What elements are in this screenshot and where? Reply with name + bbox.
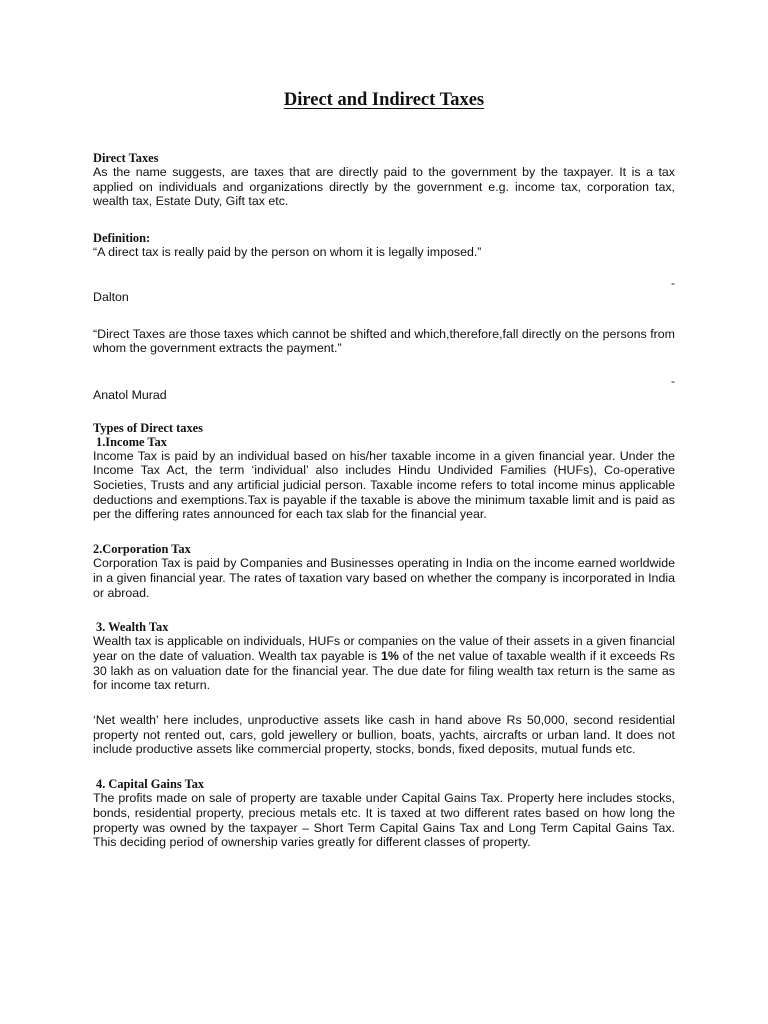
wealth-tax-rate: 1% — [380, 648, 399, 663]
document-body — [93, 151, 675, 850]
document-title: Direct and Indirect Taxes — [283, 90, 485, 110]
income-tax-heading: 1.Income Tax — [96, 434, 167, 449]
wealth-tax-text-after: of the net value of taxable wealth if it exceeds Rs 30 lakh as on valuation date for the financial year. The due date for filing wealth tax return is the same as for income tax return. — [93, 648, 676, 693]
direct-taxes-heading: Direct Taxes — [93, 151, 159, 165]
direct-taxes-paragraph: As the name suggests, are taxes that are directly paid to the government by the taxpayer. It is a tax applied on individuals and organizations directly by the government e.g. income tax, corporation tax, wealth tax, Estate Duty, Gift tax etc. — [93, 165, 675, 209]
net-wealth-paragraph: ‘Net wealth’ here includes, unproductive assets like cash in hand above Rs 50,000, second residential property not rented out, cars, gold jewellery or bullion, boats, yachts, aircrafts or urban land. It does not include productive assets like commercial property, stocks, bonds, fixed deposits, mutual funds etc. — [93, 713, 675, 757]
wealth-tax-paragraph — [93, 634, 675, 693]
attribution-dash: - — [671, 275, 675, 290]
income-tax-paragraph: Income Tax is paid by an individual based on his/her taxable income in a given financial year. Under the Income Tax Act, the term ‘individual’ also includes Hindu Undivided Families (HUFs), Co-operative Societies, Trusts and any artificial judicial person. Taxable income refers to total income minus applicable deductions and exemptions.Tax is payable if the taxable is above the minimum taxable limit and is paid as per the differing rates announced for each tax slab for the financial year. — [93, 448, 675, 522]
types-heading: Types of Direct taxes — [93, 420, 203, 435]
quote-author-murad: Anatol Murad — [93, 387, 167, 402]
capital-gains-tax-heading: 4. Capital Gains Tax — [96, 777, 205, 792]
murad-quote: “Direct Taxes are those taxes which cannot be shifted and which,therefore,fall directly on the persons from whom the government extracts the payment.” — [93, 326, 675, 356]
corporation-tax-heading: 2.Corporation Tax — [93, 542, 191, 557]
quote-author-dalton: Dalton — [93, 289, 129, 304]
corporation-tax-paragraph: Corporation Tax is paid by Companies and Businesses operating in India on the income earned worldwide in a given financial year. The rates of taxation vary based on whether the company is incorporated in India or abroad. — [93, 556, 675, 600]
wealth-tax-text-before: Wealth tax is applicable on individuals, HUFs or companies on the value of their assets in a given financial year on the date of valuation. Wealth tax payable is — [93, 634, 675, 663]
capital-gains-tax-paragraph: The profits made on sale of property are taxable under Capital Gains Tax. Property here includes stocks, bonds, residential property, precious metals etc. It is taxed at two different rates based on how long the property was owned by the taxpayer – Short Term Capital Gains Tax and Long Term Capital Gains Tax. This deciding period of ownership varies greatly for different classes of property. — [93, 791, 675, 850]
dalton-quote: “A direct tax is really paid by the person on whom it is legally imposed.” — [93, 245, 482, 260]
definition-heading: Definition: — [93, 231, 151, 246]
wealth-tax-heading: 3. Wealth Tax — [96, 620, 169, 635]
attribution-dash: - — [671, 373, 675, 388]
